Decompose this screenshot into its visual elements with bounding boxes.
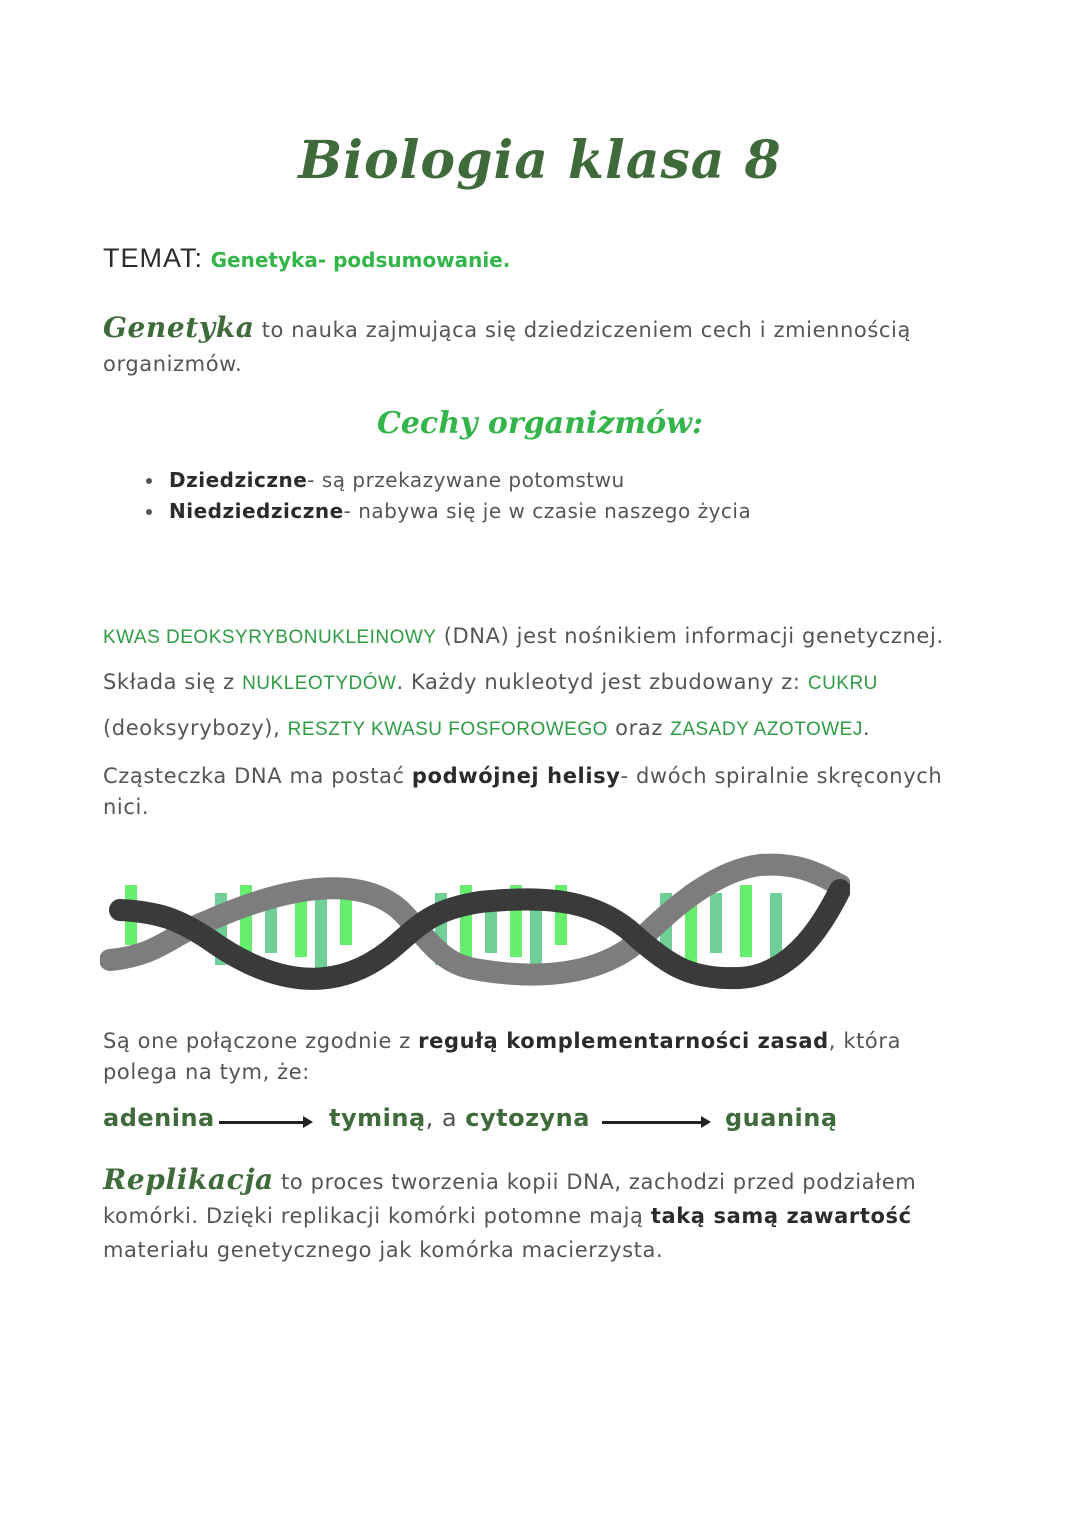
arrow-right-icon [219,1121,307,1124]
tymina-label: tyminą [329,1104,426,1132]
cechy-heading: Cechy organizmów: [376,406,704,441]
regula-paragraph [103,1026,983,1088]
reszty-term: RESZTY KWASU FOSFOROWEGO [287,719,608,740]
replikacja-term: Replikacja [103,1163,274,1196]
base-pair-rung [315,893,327,977]
replikacja-paragraph [103,1163,983,1267]
topic-label: TEMAT: [103,243,203,273]
genetyka-term: Genetyka [103,311,255,344]
arrow-right-icon [602,1121,705,1124]
list-item-term: Niedziedziczne [169,499,344,523]
dna-text-4: oraz [607,716,671,740]
zasady-term: ZASADY AZOTOWEJ [670,719,863,740]
list-item-term: Dziedziczne [169,468,308,492]
base-pairing-rule [103,1104,983,1144]
cechy-list [125,465,751,527]
replikacja-text-2: materiału genetycznego jak komórka macierzysta. [103,1238,664,1262]
guanina-label: guaniną [725,1104,838,1132]
cukru-term: CUKRU [807,673,878,694]
cytozyna-label: cytozyna [465,1104,590,1132]
page-title: Biologia klasa 8 [298,130,782,191]
pair-line [329,1104,590,1132]
regula-bold: regułą komplementarności zasad [418,1029,829,1053]
dna-text-3: (deoksyrybozy), [103,716,288,740]
helisa-paragraph [103,761,983,823]
replikacja-text-1: to proces tworzenia kopii DNA, zachodzi przed podziałem komórki. Dzięki replikacji komórki potomne mają [103,1170,917,1228]
adenina-label: adenina [103,1104,215,1132]
genetyka-definition [103,311,983,381]
list-item-text: - są przekazywane potomstwu [307,468,625,492]
topic-line [103,243,510,274]
replikacja-bold: taką samą zawartość [650,1204,912,1228]
topic-value: Genetyka- podsumowanie. [210,248,511,272]
helisa-text-2: - dwóch spiralnie skręconych nici. [103,764,943,819]
base-pair-rung [710,893,722,953]
genetyka-text: to nauka zajmująca się dziedziczeniem cech i zmiennością organizmów. [103,318,911,376]
helisa-text-1: Cząsteczka DNA ma postać [103,764,412,788]
dna-paragraph [103,614,983,752]
dna-text-5: . [862,716,871,740]
base-pair-rung [740,885,752,957]
nukleotydow-term: NUKLEOTYDÓW [242,673,397,694]
regula-text-1: Są one połączone zgodnie z [103,1029,419,1053]
kwas-term: KWAS DEOKSYRYBONUKLEINOWY [103,627,437,648]
pair-separator: , a [425,1104,466,1132]
list-item-text: - nabywa się je w czasie naszego życia [343,499,752,523]
list-item [165,496,751,527]
list-item [165,465,751,496]
dna-text-2: . Każdy nukleotyd jest zbudowany z: [396,670,808,694]
regula-text-2: , która polega na tym, że: [103,1029,902,1084]
dna-helix-illustration [100,840,850,1005]
helisa-bold: podwójnej helisy [411,764,621,788]
dna-text-1: (DNA) jest nośnikiem informacji genetycznej. Składa się z [103,624,944,694]
